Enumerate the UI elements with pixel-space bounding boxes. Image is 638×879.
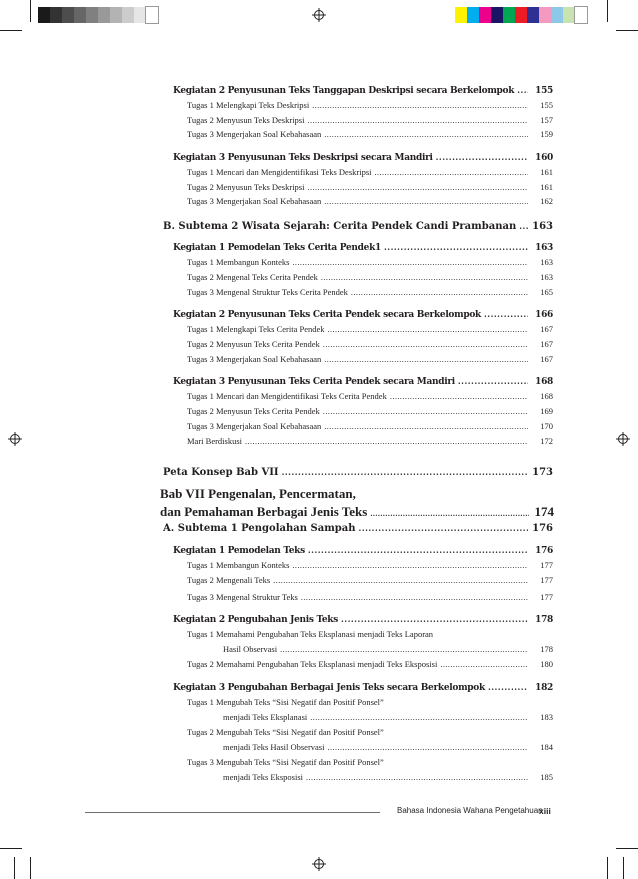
- toc-entry-page: 172: [540, 436, 553, 446]
- leader-dots: [307, 117, 528, 125]
- toc-entry-task-line1[interactable]: [187, 758, 553, 767]
- toc-entry-task[interactable]: [187, 407, 553, 416]
- toc-entry-task[interactable]: [223, 713, 553, 722]
- leader-dots: [324, 423, 528, 431]
- toc-entry-label: Tugas 3 Mengenal Struktur Teks Cerita Pendek: [187, 287, 348, 297]
- leader-dots: [307, 184, 528, 192]
- footer-page-number: xiii: [539, 806, 551, 816]
- leader-dots: [292, 259, 528, 267]
- leader-dots: [359, 524, 528, 532]
- toc-entry-page: 160: [535, 153, 553, 163]
- toc-entry-label: A. Subtema 1 Pengolahan Sampah: [163, 523, 356, 534]
- toc-entry-label: Tugas 3 Mengerjakan Soal Kebahasaan: [187, 421, 322, 431]
- toc-entry-page: 167: [540, 324, 553, 334]
- toc-entry-label: Tugas 1 Mencari dan Mengidentifikasi Teks Deskripsi: [187, 167, 372, 177]
- leader-dots: [458, 377, 528, 385]
- toc-entry-page: 167: [540, 339, 553, 349]
- toc-entry-task[interactable]: [187, 561, 553, 570]
- toc-entry-task[interactable]: [187, 392, 553, 401]
- toc-entry-subtheme[interactable]: [163, 524, 553, 534]
- toc-entry-label: Kegiatan 2 Penyusunan Teks Cerita Pendek secara Berkelompok: [173, 310, 481, 320]
- leader-dots: [308, 546, 528, 554]
- toc-entry-page: 176: [532, 523, 553, 534]
- toc-entry-label: Tugas 1 Memahami Pengubahan Teks Eksplanasi menjadi Teks Laporan: [187, 629, 434, 639]
- toc-entry-page: 155: [540, 100, 553, 110]
- toc-entry-task[interactable]: [187, 660, 553, 669]
- toc-entry-concept-map[interactable]: [163, 468, 553, 478]
- toc-entry-page: 163: [535, 243, 553, 253]
- toc-entry-task-line1[interactable]: [187, 698, 553, 707]
- toc-entry-label: Kegiatan 2 Pengubahan Jenis Teks: [173, 615, 339, 625]
- toc-entry-task[interactable]: [187, 593, 553, 602]
- toc-entry-activity[interactable]: [173, 153, 553, 163]
- leader-dots: [440, 661, 528, 669]
- toc-entry-task[interactable]: [187, 273, 553, 282]
- leader-dots: [327, 744, 528, 752]
- toc-entry-label: Tugas 2 Mengenali Teks: [187, 575, 271, 585]
- toc-entry-task[interactable]: [187, 168, 553, 177]
- leader-dots: [306, 774, 528, 782]
- toc-entry-label: Tugas 3 Mengubah Teks “Sisi Negatif dan Positif Ponsel”: [187, 757, 384, 767]
- leader-dots: [351, 289, 528, 297]
- toc-entry-task[interactable]: [187, 116, 553, 125]
- toc-entry-task[interactable]: [187, 183, 553, 192]
- leader-dots: [519, 222, 528, 230]
- toc-entry-page: 168: [535, 377, 553, 387]
- toc-entry-label: Tugas 1 Mencari dan Mengidentifikasi Teks Cerita Pendek: [187, 391, 387, 401]
- toc-entry-page: 183: [540, 712, 553, 722]
- toc-entry-task[interactable]: [187, 355, 553, 364]
- toc-entry-task-line1[interactable]: [187, 728, 553, 737]
- toc-entry-page: 170: [540, 421, 553, 431]
- toc-entry-chapter[interactable]: [160, 505, 554, 518]
- toc-entry-page: 178: [540, 644, 553, 654]
- toc-entry-task-line1[interactable]: [187, 630, 553, 639]
- toc-entry-page: 184: [540, 742, 553, 752]
- leader-dots: [301, 594, 528, 602]
- toc-entry-label: Tugas 3 Mengerjakan Soal Kebahasaan: [187, 129, 322, 139]
- toc-entry-task[interactable]: [187, 130, 553, 139]
- toc-entry-task[interactable]: [187, 437, 553, 446]
- leader-dots: [282, 468, 528, 476]
- toc-entry-activity[interactable]: [173, 377, 553, 387]
- toc-entry-page: 159: [540, 129, 553, 139]
- leader-dots: [323, 341, 528, 349]
- toc-entry-label: menjadi Teks Eksplanasi: [223, 712, 308, 722]
- toc-entry-page: 173: [532, 467, 553, 478]
- footer-rule: [85, 812, 380, 813]
- toc-entry-page: 165: [540, 287, 553, 297]
- toc-entry-task[interactable]: [187, 101, 553, 110]
- leader-dots: [310, 714, 528, 722]
- toc-entry-label: Tugas 1 Melengkapi Teks Deskripsi: [187, 100, 310, 110]
- leader-dots: [245, 438, 528, 446]
- toc-entry-task[interactable]: [187, 288, 553, 297]
- leader-dots: [321, 274, 528, 282]
- toc-entry-subtheme[interactable]: [163, 222, 553, 232]
- toc-entry-page: 166: [535, 310, 553, 320]
- toc-entry-label: Tugas 2 Menyusun Teks Cerita Pendek: [187, 406, 320, 416]
- toc-entry-task[interactable]: [187, 576, 553, 585]
- toc-entry-label: Tugas 2 Memahami Pengubahan Teks Eksplanasi menjadi Teks Eksposisi: [187, 659, 438, 669]
- toc-entry-page: 178: [535, 615, 553, 625]
- toc-entry-activity[interactable]: [173, 546, 553, 556]
- toc-entry-label: Kegiatan 1 Pemodelan Teks: [173, 546, 305, 556]
- leader-dots: [370, 510, 529, 518]
- leader-dots: [375, 169, 529, 177]
- toc-entry-label: menjadi Teks Hasil Observasi: [223, 742, 325, 752]
- leader-dots: [324, 131, 528, 139]
- toc-entry-label: B. Subtema 2 Wisata Sejarah: Cerita Pendek Candi Prambanan: [163, 221, 517, 232]
- toc-entry-activity[interactable]: [173, 615, 553, 625]
- toc-entry-label: Kegiatan 2 Penyusunan Teks Tanggapan Deskripsi secara Berkelompok: [173, 86, 515, 96]
- toc-entry-page: 162: [540, 196, 553, 206]
- toc-entry-task[interactable]: [223, 773, 553, 782]
- chapter-title-line1[interactable]: Bab VII Pengenalan, Pencermatan,: [160, 486, 356, 501]
- leader-dots: [312, 102, 528, 110]
- leader-dots: [488, 683, 528, 691]
- toc-entry-task[interactable]: [187, 325, 553, 334]
- toc-entry-label: Kegiatan 3 Penyusunan Teks Cerita Pendek secara Mandiri: [173, 377, 455, 387]
- footer-book-title: Bahasa Indonesia Wahana Pengetahuan: [397, 806, 543, 815]
- toc-entry-page: 182: [535, 683, 553, 693]
- leader-dots: [292, 562, 528, 570]
- toc-entry-page: 157: [540, 115, 553, 125]
- leader-dots: [324, 198, 528, 206]
- toc-entry-label: dan Pemahaman Berbagai Jenis Teks: [160, 504, 368, 519]
- toc-entry-task[interactable]: [223, 645, 553, 654]
- leader-dots: [328, 326, 528, 334]
- leader-dots: [323, 408, 528, 416]
- toc-entry-label: Tugas 2 Mengubah Teks “Sisi Negatif dan Positif Ponsel”: [187, 727, 384, 737]
- toc-entry-label: Tugas 2 Menyusun Teks Deskripsi: [187, 115, 305, 125]
- toc-entry-page: 174: [534, 504, 554, 519]
- toc-entry-page: 177: [540, 575, 553, 585]
- leader-dots: [280, 646, 528, 654]
- leader-dots: [273, 577, 528, 585]
- leader-dots: [436, 153, 528, 161]
- toc-entry-label: Tugas 3 Mengenal Struktur Teks: [187, 592, 298, 602]
- toc-entry-label: Hasil Observasi: [223, 644, 278, 654]
- toc-entry-page: 176: [535, 546, 553, 556]
- toc-entry-activity[interactable]: [173, 243, 553, 253]
- toc-entry-label: Tugas 1 Melengkapi Teks Cerita Pendek: [187, 324, 325, 334]
- toc-entry-task[interactable]: [187, 197, 553, 206]
- toc-entry-task[interactable]: [223, 743, 553, 752]
- toc-entry-label: menjadi Teks Eksposisi: [223, 772, 303, 782]
- toc-entry-page: 155: [535, 86, 553, 96]
- toc-entry-label: Kegiatan 3 Penyusunan Teks Deskripsi secara Mandiri: [173, 153, 433, 163]
- toc-entry-label: Tugas 1 Mengubah Teks “Sisi Negatif dan Positif Ponsel”: [187, 697, 384, 707]
- toc-entry-page: 169: [540, 406, 553, 416]
- toc-entry-page: 177: [540, 560, 553, 570]
- toc-entry-page: 168: [540, 391, 553, 401]
- toc-entry-label: Mari Berdiskusi: [187, 436, 243, 446]
- leader-dots: [384, 243, 528, 251]
- toc-entry-page: 167: [540, 354, 553, 364]
- toc-entry-page: 180: [540, 659, 553, 669]
- leader-dots: [484, 310, 528, 318]
- toc-entry-label: Kegiatan 3 Pengubahan Berbagai Jenis Teks secara Berkelompok: [173, 683, 485, 693]
- toc-entry-label: Tugas 1 Membangun Konteks: [187, 257, 290, 267]
- toc-entry-label: Tugas 2 Menyusun Teks Cerita Pendek: [187, 339, 320, 349]
- leader-dots: [517, 86, 528, 94]
- toc-entry-page: 177: [540, 592, 553, 602]
- toc-entry-label: Tugas 3 Mengerjakan Soal Kebahasaan: [187, 196, 322, 206]
- toc-entry-label: Tugas 1 Membangun Konteks: [187, 560, 290, 570]
- toc-entry-page: 163: [540, 272, 553, 282]
- toc-entry-label: Tugas 2 Menyusun Teks Deskripsi: [187, 182, 305, 192]
- toc-entry-task[interactable]: [187, 258, 553, 267]
- toc-entry-label: Peta Konsep Bab VII: [163, 467, 279, 478]
- toc-entry-label: Kegiatan 1 Pemodelan Teks Cerita Pendek1: [173, 243, 381, 253]
- toc-entry-page: 185: [540, 772, 553, 782]
- leader-dots: [324, 356, 528, 364]
- toc-entry-page: 161: [540, 182, 553, 192]
- toc-entry-page: 161: [540, 167, 553, 177]
- toc-entry-page: 163: [540, 257, 553, 267]
- leader-dots: [341, 615, 528, 623]
- toc-entry-activity[interactable]: [173, 310, 553, 320]
- toc-entry-task[interactable]: [187, 340, 553, 349]
- toc-entry-task[interactable]: [187, 422, 553, 431]
- toc-entry-label: Tugas 2 Mengenal Teks Cerita Pendek: [187, 272, 318, 282]
- toc-entry-page: 163: [532, 221, 553, 232]
- toc-entry-activity[interactable]: [173, 86, 553, 96]
- toc-entry-activity[interactable]: [173, 683, 553, 693]
- leader-dots: [390, 393, 528, 401]
- toc-entry-label: Tugas 3 Mengerjakan Soal Kebahasaan: [187, 354, 322, 364]
